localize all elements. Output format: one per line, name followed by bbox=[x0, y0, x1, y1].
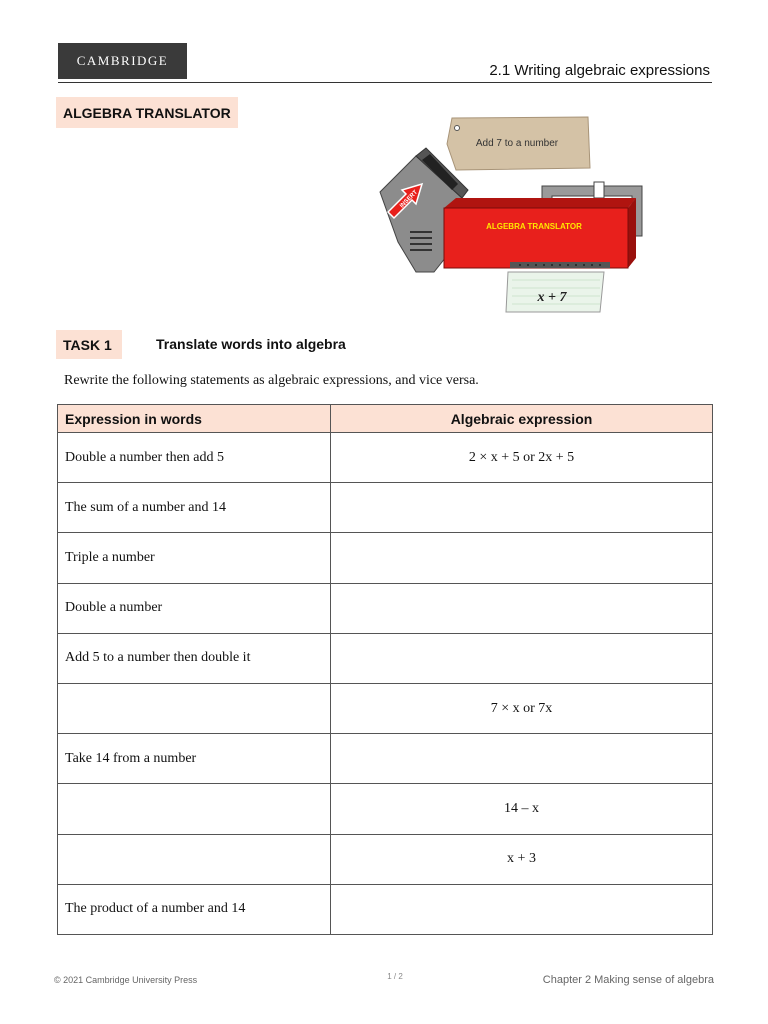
words-cell[interactable]: Double a number then add 5 bbox=[58, 433, 331, 483]
expression-cell[interactable] bbox=[331, 533, 713, 583]
expression-cell[interactable] bbox=[331, 734, 713, 784]
expression-cell[interactable]: 2 × x + 5 or 2x + 5 bbox=[331, 433, 713, 483]
section-title: 2.1 Writing algebraic expressions bbox=[489, 62, 710, 79]
table-row bbox=[58, 433, 713, 483]
table-row bbox=[58, 834, 713, 884]
input-card-text: Add 7 to a number bbox=[475, 138, 559, 149]
footer-chapter: Chapter 2 Making sense of algebra bbox=[542, 974, 714, 986]
column-header-expression: Algebraic expression bbox=[331, 405, 713, 433]
input-card bbox=[447, 117, 590, 170]
cambridge-logo bbox=[58, 43, 187, 79]
expression-cell[interactable] bbox=[331, 633, 713, 683]
table-row bbox=[58, 734, 713, 784]
words-cell[interactable]: Double a number bbox=[58, 583, 331, 633]
words-cell[interactable]: Add 5 to a number then double it bbox=[58, 633, 331, 683]
words-cell[interactable]: The sum of a number and 14 bbox=[58, 483, 331, 533]
task-1-badge bbox=[56, 330, 122, 359]
algebra-translator-label: ALGEBRA TRANSLATOR bbox=[63, 104, 231, 121]
words-cell[interactable]: Take 14 from a number bbox=[58, 734, 331, 784]
column-header-words: Expression in words bbox=[58, 405, 331, 433]
expression-cell[interactable]: 14 – x bbox=[331, 784, 713, 834]
output-text: x + 7 bbox=[537, 290, 567, 305]
table-row bbox=[58, 483, 713, 533]
table-row bbox=[58, 633, 713, 683]
words-cell[interactable] bbox=[58, 784, 331, 834]
expression-cell[interactable]: x + 3 bbox=[331, 834, 713, 884]
footer-copyright: © 2021 Cambridge University Press bbox=[54, 975, 198, 985]
expression-cell[interactable] bbox=[331, 884, 713, 934]
algebra-translator-heading bbox=[56, 97, 238, 128]
words-cell[interactable] bbox=[58, 683, 331, 733]
table-row bbox=[58, 583, 713, 633]
expression-cell[interactable]: 7 × x or 7x bbox=[331, 683, 713, 733]
logo-text: CAMBRIDGE bbox=[76, 53, 169, 68]
table-row bbox=[58, 533, 713, 583]
table-row bbox=[58, 884, 713, 934]
task-title: Translate words into algebra bbox=[156, 336, 346, 352]
output-paper bbox=[506, 272, 604, 312]
table-header-row bbox=[58, 405, 713, 433]
footer-page-number: 1 / 2 bbox=[387, 972, 403, 981]
task-label: TASK 1 bbox=[63, 336, 112, 353]
insert-label: INSERT bbox=[399, 189, 419, 210]
algebra-translator-illustration bbox=[372, 112, 652, 318]
expression-cell[interactable] bbox=[331, 583, 713, 633]
header-divider bbox=[58, 82, 712, 83]
machine-body bbox=[444, 198, 636, 268]
expression-cell[interactable] bbox=[331, 483, 713, 533]
words-cell[interactable] bbox=[58, 834, 331, 884]
table-row bbox=[58, 683, 713, 733]
words-cell[interactable]: The product of a number and 14 bbox=[58, 884, 331, 934]
words-cell[interactable]: Triple a number bbox=[58, 533, 331, 583]
translation-table bbox=[57, 404, 713, 935]
task-instruction: Rewrite the following statements as algebraic expressions, and vice versa. bbox=[64, 373, 479, 388]
machine-label: ALGEBRA TRANSLATOR bbox=[486, 222, 582, 231]
table-row bbox=[58, 784, 713, 834]
